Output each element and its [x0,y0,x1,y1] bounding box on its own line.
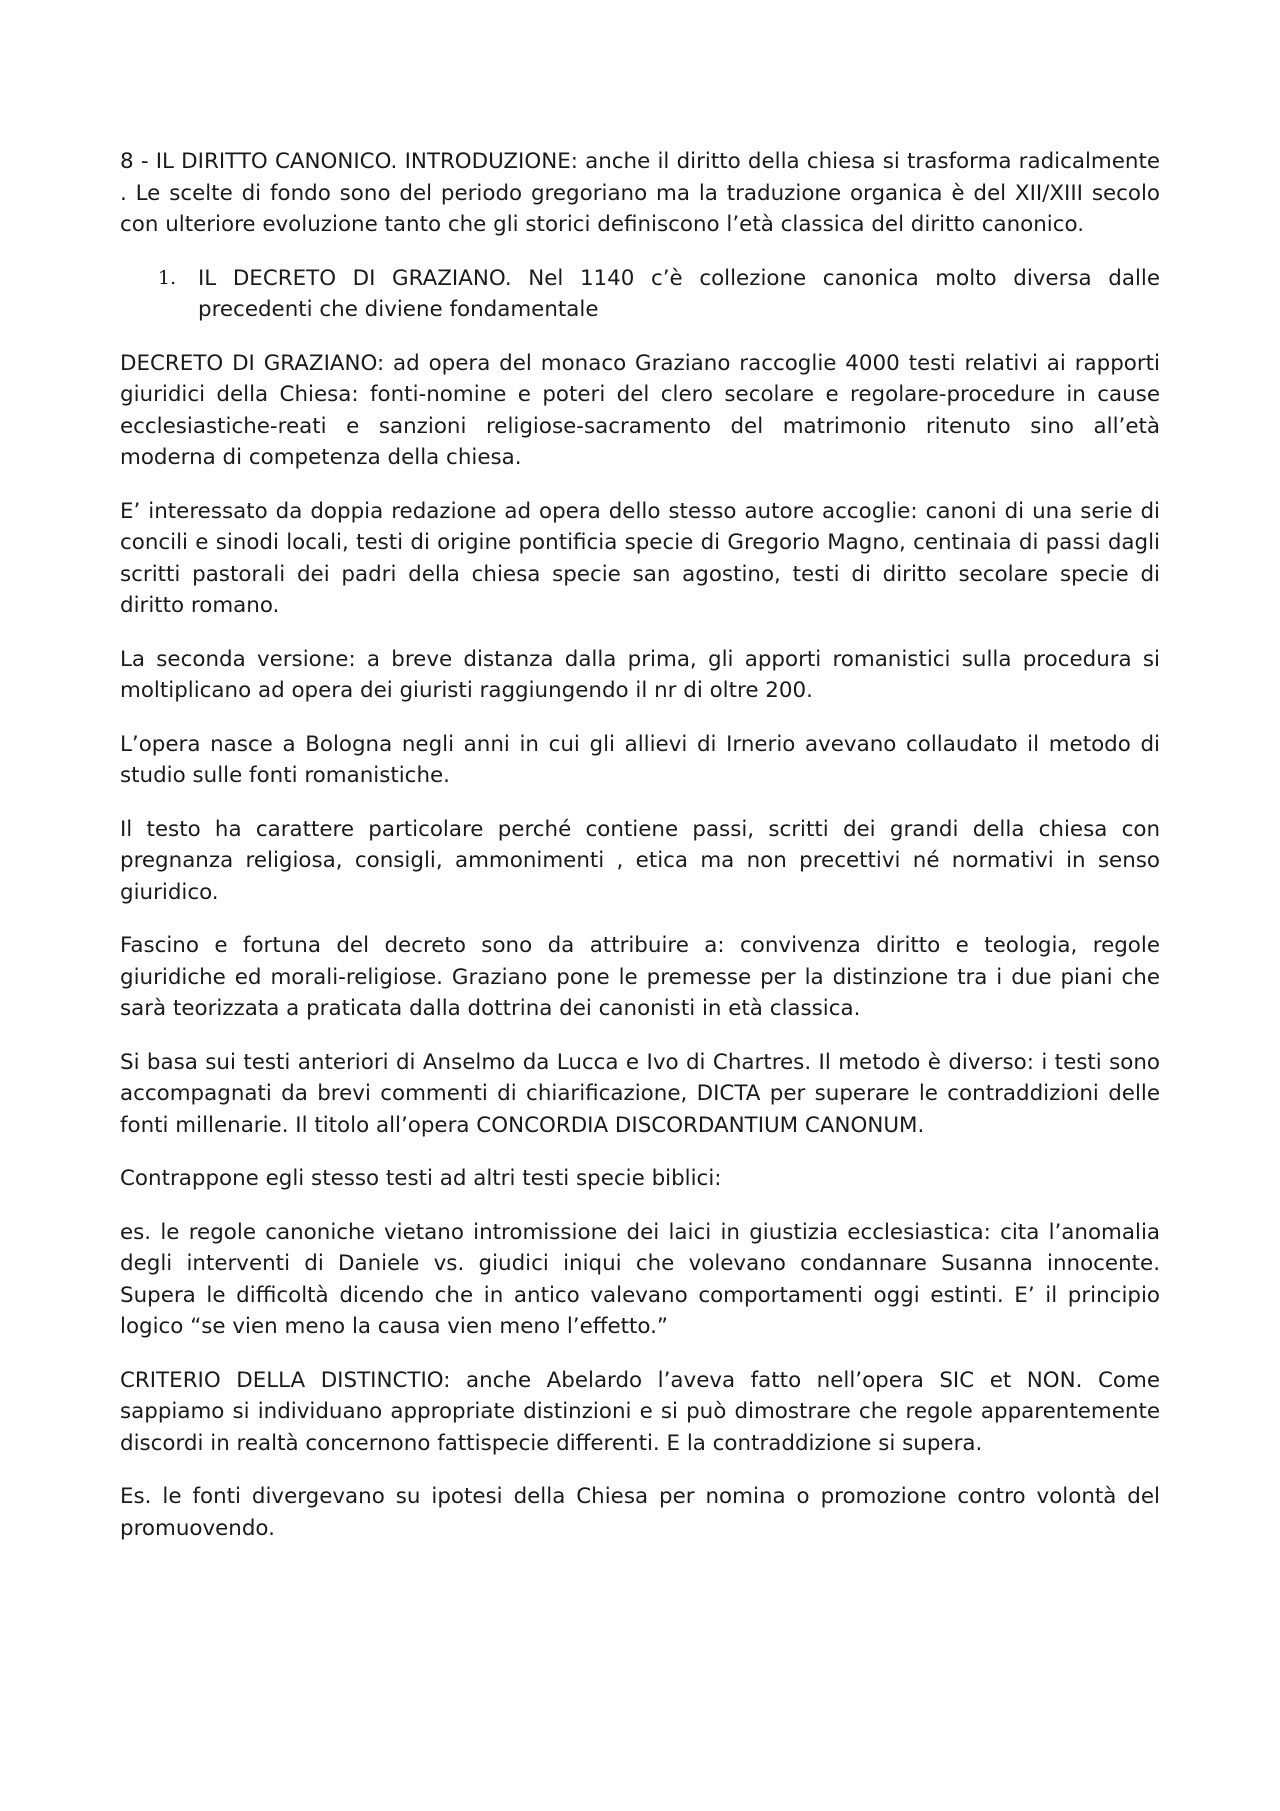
paragraph-testi-anteriori: Si basa sui testi anteriori di Anselmo da Lucca e Ivo di Chartres. Il metodo è diverso: i testi sono accompagnati da brevi commenti di chiarificazione, DICTA per superare le contraddizioni delle fonti millenarie. Il titolo all’opera CONCORDIA DISCORDANTIUM CANONUM. [120,1049,1160,1138]
intro-paragraph: 8 - IL DIRITTO CANONICO. INTRODUZIONE: anche il diritto della chiesa si trasforma radicalmente . Le scelte di fondo sono del periodo gregoriano ma la traduzione organica è del XII/XIII secolo con ulteriore evoluzione tanto che gli storici definiscono l’età classica del diritto canonico. [120,149,1160,237]
paragraph-decreto: DECRETO DI GRAZIANO: ad opera del monaco Graziano raccoglie 4000 testi relativi ai rapporti giuridici della Chiesa: fonti-nomine e poteri del clero secolare e regolare-procedure in cause ecclesiastiche-reati e sanzioni religiose-sacramento del matrimonio ritenuto sino all’età moderna di competenza della chiesa. [120,350,1160,470]
list-item-text: IL DECRETO DI GRAZIANO. Nel 1140 c’è collezione canonica molto diversa dalle precedenti che diviene fondamentale [198,265,1160,322]
paragraph-seconda-versione: La seconda versione: a breve distanza dalla prima, gli apporti romanistici sulla procedura si moltiplicano ad opera dei giuristi raggiungendo il nr di oltre 200. [120,646,1160,703]
paragraph-esempio-daniele: es. le regole canoniche vietano intromissione dei laici in giustizia ecclesiastica: cita l’anomalia degli interventi di Daniele vs. giudici iniqui che volevano condannare Susanna innocente. Supera le difficoltà dicendo che in antico valevano comportamenti oggi estinti. E’ il principio logico “se vien meno la causa vien meno l’effetto.” [120,1219,1160,1339]
paragraph-fascino: Fascino e fortuna del decreto sono da attribuire a: convivenza diritto e teologia, regole giuridiche ed morali-religiose. Graziano pone le premesse per la distinzione tra i due piani che sarà teorizzata a praticata dalla dottrina dei canonisti in età classica. [120,933,1160,1021]
list-item [120,263,1160,326]
numbered-list [120,263,1160,326]
list-item-number: 1. [158,266,177,289]
paragraph-esempio-nomina: Es. le fonti divergevano su ipotesi della Chiesa per nomina o promozione contro volontà del promuovendo. [120,1484,1160,1541]
paragraph-distinctio: CRITERIO DELLA DISTINCTIO: anche Abelardo l’aveva fatto nell’opera SIC et NON. Come sappiamo si individuano appropriate distinzioni e si può dimostrare che regole apparentemente discordi in realtà concernono fattispecie differenti. E la contraddizione si supera. [120,1367,1160,1456]
document-page [120,146,1160,1566]
paragraph-bologna: L’opera nasce a Bologna negli anni in cui gli allievi di Irnerio avevano collaudato il metodo di studio sulle fonti romanistiche. [120,731,1160,788]
paragraph-contrappone: Contrappone egli stesso testi ad altri testi specie biblici: [120,1166,722,1191]
paragraph-redazione: E’ interessato da doppia redazione ad opera dello stesso autore accoglie: canoni di una serie di concili e sinodi locali, testi di origine pontificia specie di Gregorio Magno, centinaia di passi dagli scritti pastorali dei padri della chiesa specie san agostino, testi di diritto secolare specie di diritto romano. [120,498,1160,618]
paragraph-carattere: Il testo ha carattere particolare perché contiene passi, scritti dei grandi della chiesa con pregnanza religiosa, consigli, ammonimenti , etica ma non precettivi né normativi in senso giuridico. [120,816,1160,905]
